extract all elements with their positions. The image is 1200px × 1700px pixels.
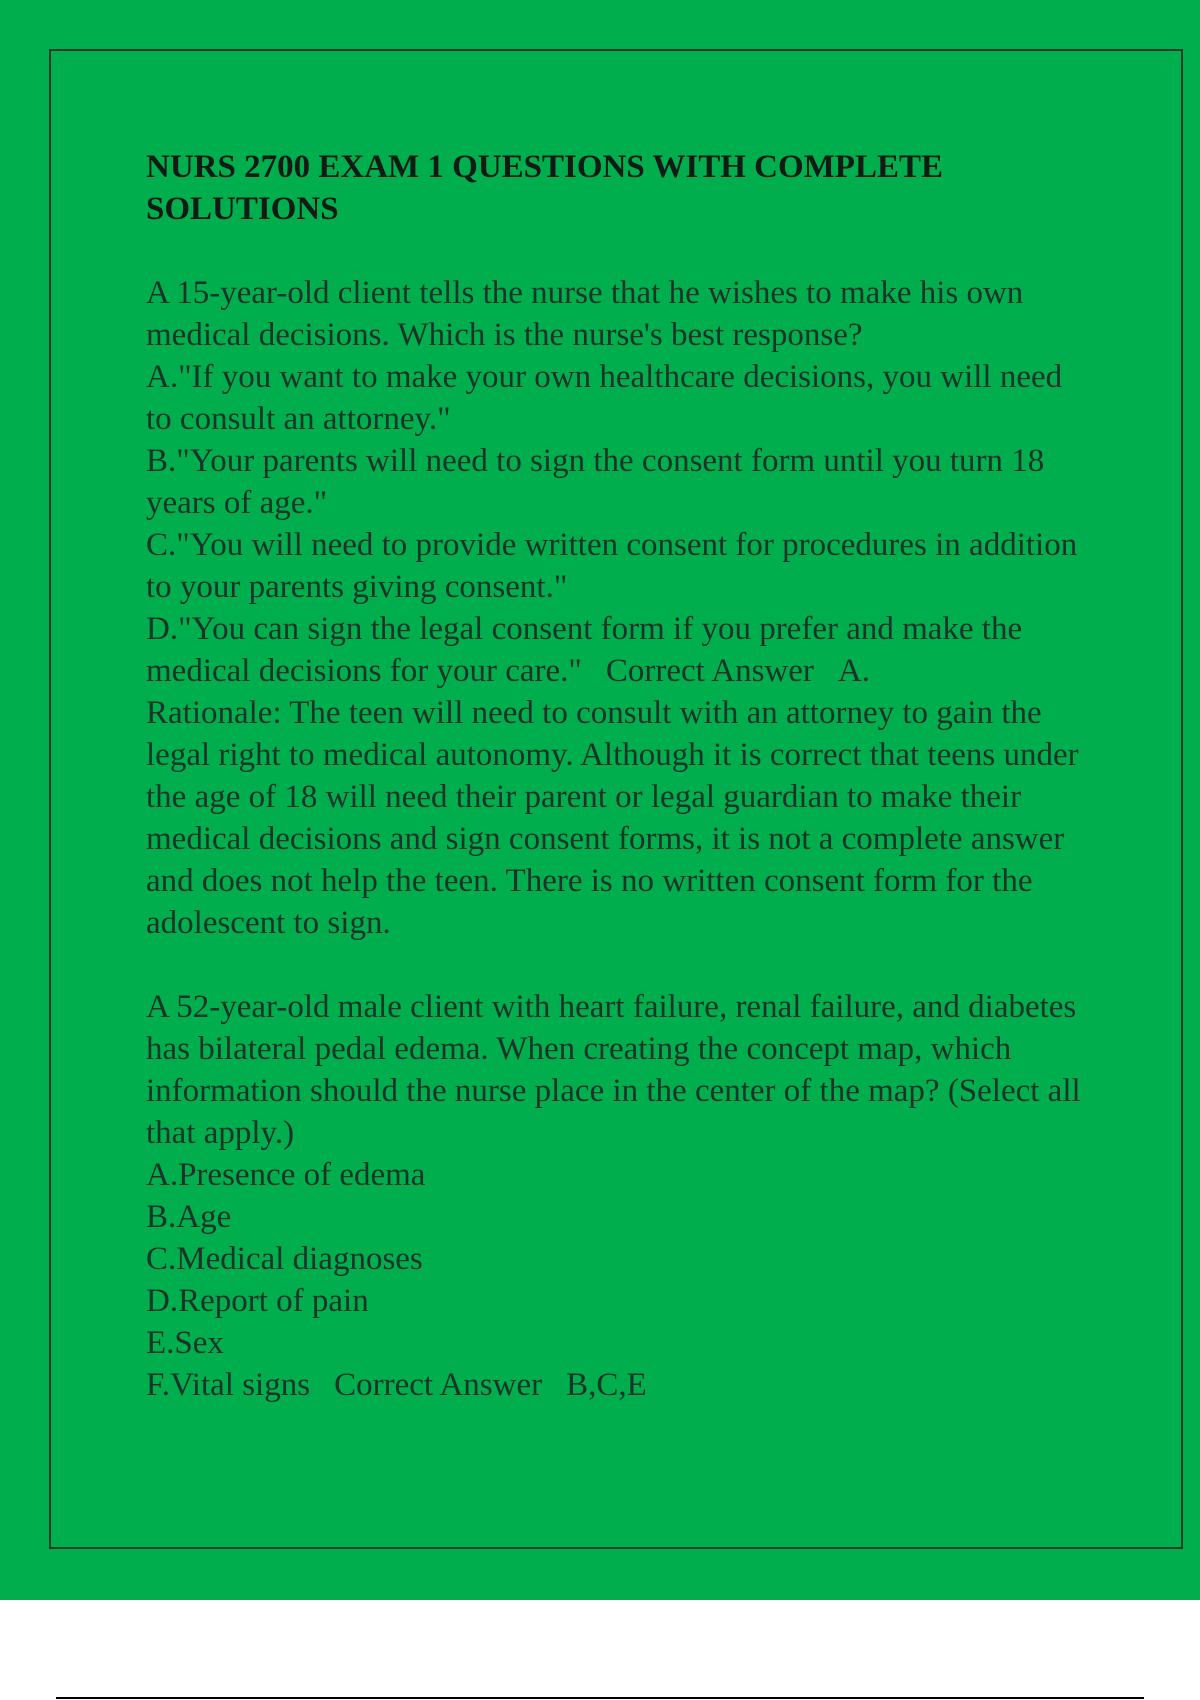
option-d: D.Report of pain (146, 1283, 369, 1319)
answer-value: A. (837, 653, 871, 689)
question-1 (146, 272, 1096, 944)
option-a: A.Presence of edema (146, 1157, 426, 1193)
option-d-with-answer (146, 608, 1096, 692)
answer-label: Correct Answer (334, 1367, 543, 1403)
option-d: D."You can sign the legal consent form if you prefer and make the medical decisions for your care." (146, 611, 1023, 689)
title-line-2: SOLUTIONS (146, 191, 339, 227)
footer-rule (56, 1697, 1144, 1699)
option-b: B."Your parents will need to sign the consent form until you turn 18 years of age." (146, 443, 1045, 521)
option-c: C.Medical diagnoses (146, 1241, 423, 1277)
title-line-1: NURS 2700 EXAM 1 QUESTIONS WITH COMPLETE (146, 149, 944, 185)
answer-value: B,C,E (566, 1367, 647, 1403)
question-stem: A 15-year-old client tells the nurse that he wishes to make his own medical decisions. Which is the nurse's best response? (146, 275, 1024, 353)
option-c: C."You will need to provide written consent for procedures in addition to your parents giving consent." (146, 527, 1078, 605)
question-stem: A 52-year-old male client with heart failure, renal failure, and diabetes has bilateral pedal edema. When creating the concept map, which information should the nurse place in the center of the map? (Select all that apply.) (146, 989, 1081, 1151)
document-title (146, 146, 1096, 230)
option-f: F.Vital signs (146, 1367, 311, 1403)
option-b: B.Age (146, 1199, 232, 1235)
document-body (146, 146, 1096, 1406)
option-a: A."If you want to make your own healthcare decisions, you will need to consult an attorney." (146, 359, 1063, 437)
answer-label: Correct Answer (605, 653, 814, 689)
rationale: Rationale: The teen will need to consult with an attorney to gain the legal right to medical autonomy. Although it is correct that teens under the age of 18 will need their parent or legal guardian to make their medical decisions and sign consent forms, it is not a complete answer and does not help the teen. There is no written consent form for the adolescent to sign. (146, 695, 1079, 941)
option-e: E.Sex (146, 1325, 224, 1361)
question-2 (146, 986, 1096, 1406)
option-f-with-answer (146, 1364, 1096, 1406)
